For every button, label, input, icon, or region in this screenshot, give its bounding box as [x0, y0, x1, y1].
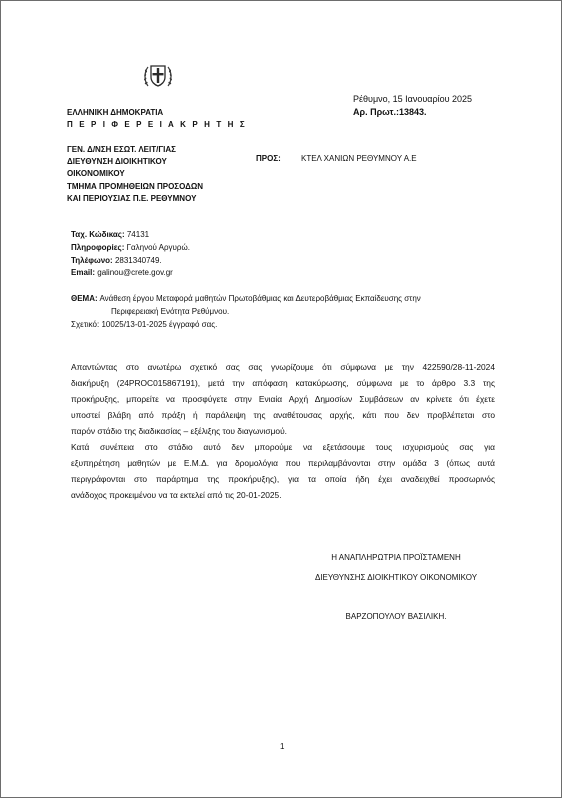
subject-text-2: Περιφερειακή Ενότητα Ρεθύμνου. [111, 307, 230, 316]
body-line: προκήρυξης, μπορείτε να προσφύγετε στην Ενιαία Αρχή Δημοσίων Συμβάσεων αν κρίνετε ότι έχετε [71, 394, 495, 404]
signatory-department: ΔΙΕΥΘΥΝΣΗΣ ΔΙΟΙΚΗΤΙΚΟΥ ΟΙΚΟΝΟΜΙΚΟΥ [314, 573, 478, 582]
protocol-label: Αρ. Πρωτ.: [353, 107, 400, 117]
phone [71, 255, 162, 267]
dept-line-1: ΓΕΝ. Δ/ΝΣΗ ΕΣΩΤ. ΛΕΙΤ/ΓΙΑΣ [67, 145, 176, 154]
body-line: παρόν στάδιο της διαδικασίας – εξέλιξης του διαγωνισμού. [71, 426, 287, 436]
email-label: Email: [71, 268, 96, 277]
subject-text-1: Ανάθεση έργου Μεταφορά μαθητών Πρωτοβάθμιας και Δευτεροβάθμιας Εκπαίδευσης στην [97, 294, 421, 303]
body-line: εξυπηρέτηση μαθητών με Ε.Μ.Δ. για δρομολόγια που περιλαμβάνονται στην ομάδα 3 (όπως αυτά [71, 458, 495, 468]
protocol-value: 13843. [399, 107, 427, 117]
subject-line [71, 293, 421, 305]
body-line: διακήρυξη (24PROC015867191), μετά την απόφαση κατακύρωσης, σύμφωνα με το άρθρο 3.3 της [71, 378, 495, 388]
recipient-label: ΠΡΟΣ: [256, 154, 281, 163]
postal-code-value: 74131 [124, 230, 150, 239]
page-number: 1 [280, 742, 285, 751]
contact-person-label: Πληροφορίες: [71, 243, 125, 252]
phone-value: 2831340749. [112, 256, 162, 265]
dept-line-4: ΤΜΗΜΑ ΠΡΟΜΗΘΕΙΩΝ ΠΡΟΣΟΔΩΝ [67, 182, 204, 191]
body-line: περιγράφονται στο παράρτημα της προκήρυξης), για τα οποία ήδη έχει αναδειχθεί προσωρινός [71, 474, 495, 484]
org-name: ΕΛΛΗΝΙΚΗ ΔΗΜΟΚΡΑΤΙΑ [67, 108, 164, 117]
contact-person-value: Γαληνού Αργυρώ. [124, 243, 190, 252]
postal-code-label: Ταχ. Κώδικας: [71, 230, 125, 239]
hellenic-republic-emblem-icon [141, 59, 175, 93]
body-line: υποστεί βλάβη από πράξη ή παράλειψη της αναθέτουσας αρχής, κάτι που δεν προβλέπεται στο [71, 410, 495, 420]
email [71, 267, 173, 279]
postal-code [71, 229, 149, 241]
body-paragraph-1 [71, 359, 495, 439]
dept-line-2: ΔΙΕΥΘΥΝΣΗ ΔΙΟΙΚΗΤΙΚΟΥ [67, 157, 167, 166]
email-value: galinou@crete.gov.gr [95, 268, 173, 277]
region-name: Π Ε Ρ Ι Φ Ε Ρ Ε Ι Α Κ Ρ Η Τ Η Σ [67, 120, 247, 129]
signatory-title: Η ΑΝΑΠΛΗΡΩΤΡΙΑ ΠΡΟΪΣΤΑΜΕΝΗ [331, 553, 461, 562]
body-paragraph-2 [71, 439, 495, 503]
contact-person [71, 242, 190, 254]
dept-line-3: ΟΙΚΟΝΟΜΙΚΟΥ [67, 169, 125, 178]
phone-label: Τηλέφωνο: [71, 256, 113, 265]
body-line: Απαντώντας στο ανωτέρω σχετικό σας σας γνωρίζουμε ότι σύμφωνα με την 422590/28-11-2024 [71, 362, 495, 372]
dept-line-5: ΚΑΙ ΠΕΡΙΟΥΣΙΑΣ Π.Ε. ΡΕΘΥΜΝΟΥ [67, 194, 197, 203]
signatory-name: ΒΑΡΖΟΠΟΥΛΟΥ ΒΑΣΙΛΙΚΗ. [345, 612, 447, 621]
subject-label: ΘΕΜΑ: [71, 294, 98, 303]
body-line: Κατά συνέπεια στο στάδιο αυτό δεν μπορούμε να εξετάσουμε τους ισχυρισμούς σας για [71, 442, 495, 452]
recipient-value: ΚΤΕΛ ΧΑΝΙΩΝ ΡΕΘΥΜΝΟΥ Α.Ε [301, 154, 417, 163]
protocol-number [353, 106, 427, 118]
body-line: ανάδοχος προκειμένου να τα εκτελεί από τις 20-01-2025. [71, 490, 282, 500]
document-date: Ρέθυμνο, 15 Ιανουαρίου 2025 [353, 94, 473, 104]
related-reference: Σχετικό: 10025/13-01-2025 έγγραφό σας. [71, 320, 218, 329]
